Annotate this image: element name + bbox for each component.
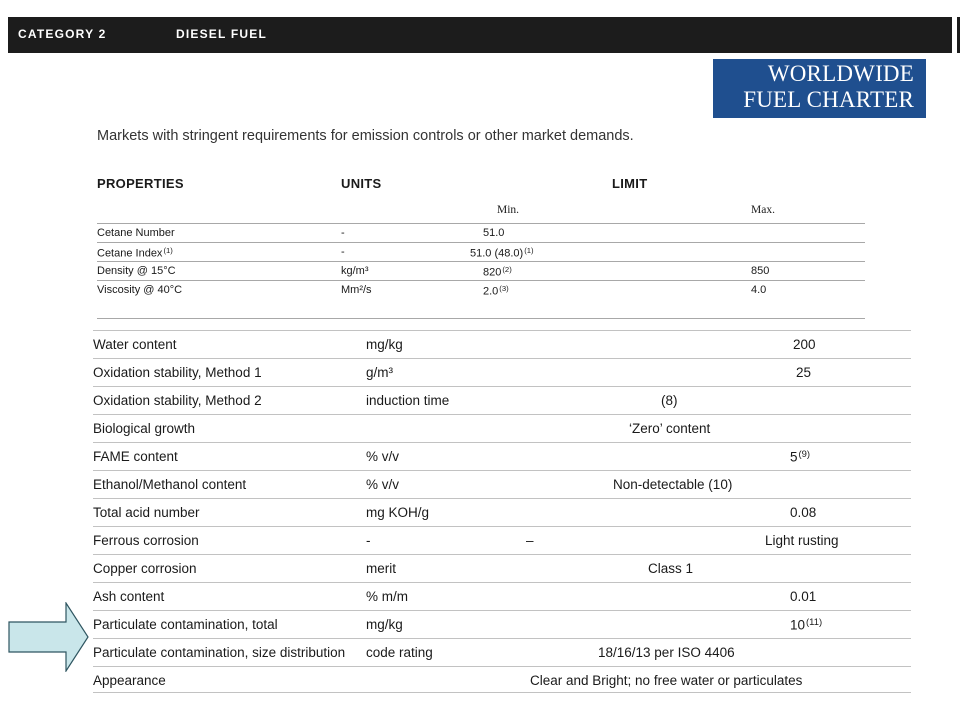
min-value: 51.0 — [483, 227, 505, 239]
property-name: Density @ 15°C — [97, 265, 176, 277]
min-header: Min. — [497, 204, 520, 216]
property-name: Particulate contamination, total — [93, 617, 278, 632]
min-value: – — [526, 533, 534, 548]
property-name: Appearance — [93, 673, 166, 688]
table-row — [97, 223, 865, 243]
min-value: 820$^{(2)}$ — [483, 265, 512, 279]
table-row — [93, 442, 911, 471]
limit-header: LIMIT — [612, 176, 648, 191]
property-name: Biological growth — [93, 421, 196, 436]
limit-value: 18/16/13 per ISO 4406 — [598, 645, 735, 660]
max-note: (9) — [798, 449, 811, 460]
unit-value: mg/kg — [366, 337, 403, 352]
pointer-arrow-icon — [8, 602, 90, 672]
min-value: 2.0$^{(3)}$ — [483, 284, 509, 298]
property-name: Oxidation stability, Method 2 — [93, 393, 262, 408]
property-name: Oxidation stability, Method 1 — [93, 365, 262, 380]
category-label: CATEGORY 2 — [18, 27, 107, 41]
table-row — [93, 414, 911, 443]
table-row — [93, 554, 911, 583]
max-value: 25 — [796, 365, 812, 380]
property-name: Viscosity @ 40°C — [97, 284, 183, 296]
max-value: 10$^{(11)}$ — [790, 617, 823, 633]
property-name: Total acid number — [93, 505, 200, 520]
unit-value: - — [341, 227, 345, 239]
table-row — [93, 666, 911, 695]
max-header: Max. — [751, 204, 775, 216]
unit-value: merit — [366, 561, 396, 576]
property-name: Ash content — [93, 589, 165, 604]
limit-value: Non-detectable (10) — [613, 477, 733, 492]
table-divider — [97, 318, 865, 319]
units-header: UNITS — [341, 176, 382, 191]
table-row — [93, 386, 911, 415]
table-divider — [93, 692, 911, 693]
max-value: 4.0 — [751, 284, 767, 296]
property-name: Cetane Index$^{(1)}$ — [97, 246, 173, 260]
table-row — [93, 526, 911, 555]
unit-value: - — [341, 246, 345, 258]
unit-value: g/m³ — [366, 365, 393, 380]
table-row — [93, 358, 911, 387]
table-row — [97, 242, 865, 262]
max-value: 850 — [751, 265, 770, 277]
unit-value: % v/v — [366, 449, 400, 464]
unit-value: % v/v — [366, 477, 400, 492]
logo-line-1: WORLDWIDE — [767, 61, 914, 86]
category-name: DIESEL FUEL — [176, 27, 267, 41]
property-name: FAME content — [93, 449, 178, 464]
property-name: Ferrous corrosion — [93, 533, 199, 548]
limit-value: Clear and Bright; no free water or particulates — [530, 673, 803, 688]
table-row — [97, 261, 865, 281]
intro-text: Markets with stringent requirements for emission controls or other market demands. — [97, 128, 634, 144]
category-bar-edge — [952, 17, 960, 53]
max-value: 200 — [793, 337, 816, 352]
logo-line-2: FUEL CHARTER — [743, 87, 914, 112]
unit-value: Mm²/s — [341, 284, 372, 296]
max-value: 0.08 — [790, 505, 817, 520]
table-row — [93, 470, 911, 499]
max-value: 0.01 — [790, 589, 817, 604]
property-name: Water content — [93, 337, 177, 352]
limit-value: ‘Zero’ content — [629, 421, 711, 436]
property-name: Cetane Number — [97, 227, 175, 239]
table-row — [97, 280, 865, 300]
category-bar — [8, 17, 952, 53]
max-value: Light rusting — [765, 533, 839, 548]
max-value: 5$^{(9)}$ — [790, 449, 811, 465]
max-note: (11) — [806, 617, 823, 628]
property-name: Particulate contamination, size distribution — [93, 645, 346, 660]
unit-value: code rating — [366, 645, 433, 660]
table-row — [93, 498, 911, 527]
unit-value: % m/m — [366, 589, 408, 604]
table-row — [93, 582, 911, 611]
min-value: 51.0 $(48.0)^{(1)}$ — [470, 246, 534, 260]
limit-value: Class 1 — [648, 561, 694, 576]
unit-value: mg/kg — [366, 617, 403, 632]
unit-value: mg KOH/g — [366, 505, 430, 520]
unit-value: - — [366, 533, 371, 548]
unit-value: kg/m³ — [341, 265, 369, 277]
property-name: Copper corrosion — [93, 561, 197, 576]
table-row — [93, 330, 911, 359]
min-note: (2) — [502, 265, 512, 274]
unit-value: induction time — [366, 393, 450, 408]
worldwide-fuel-charter-logo — [713, 59, 926, 118]
table-row — [93, 638, 911, 667]
table-row — [93, 610, 911, 639]
property-note: (1) — [163, 246, 173, 255]
properties-header: PROPERTIES — [97, 176, 184, 191]
min-note: (1) — [524, 246, 534, 255]
limit-value: (8) — [661, 393, 678, 408]
min-note: (3) — [499, 284, 509, 293]
property-name: Ethanol/Methanol content — [93, 477, 247, 492]
